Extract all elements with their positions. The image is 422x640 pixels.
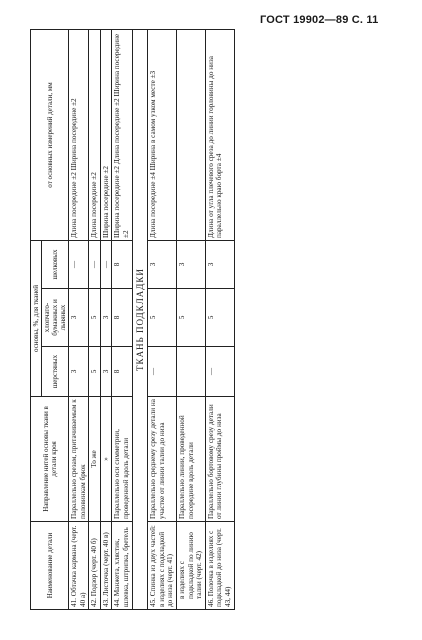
rotated-table-area bbox=[30, 30, 415, 610]
cell-wool: — bbox=[148, 347, 177, 397]
header-group: основы, %, для тканей bbox=[31, 241, 42, 397]
section-title: ТКАНЬ ПОДКЛАДКИ bbox=[132, 30, 148, 610]
cell-cotton: 5 bbox=[89, 289, 101, 347]
cell-cotton: 8 bbox=[112, 289, 132, 347]
cell-wool bbox=[176, 347, 205, 397]
cell-name: 44. Манжета, хлястик, шлевка, штрипка, бретель bbox=[112, 522, 132, 610]
cell-direction: » bbox=[100, 397, 112, 522]
cell-name: в изделиях с подкладкой по линию талии (черт. 42) bbox=[176, 522, 205, 610]
cell-wool: 3 bbox=[69, 347, 89, 397]
cell-direction: Параллельно срезам, притачиваемым к половинкам брюк bbox=[69, 397, 89, 522]
table-row bbox=[100, 30, 112, 610]
table-row bbox=[176, 30, 205, 610]
page-header: ГОСТ 19902—89 С. 11 bbox=[260, 14, 379, 26]
cell-direction: Параллельно среднему срезу детали на участке от линии талии до низа bbox=[148, 397, 177, 522]
table-row bbox=[89, 30, 101, 610]
header-wool: шерстяных bbox=[42, 347, 69, 397]
cell-direction: Параллельно линии, проведенной посередине вдоль детали bbox=[176, 397, 205, 522]
header-name: Наименование детали bbox=[31, 522, 69, 610]
cell-tolerance: Длина от угла плечевого среза до линии горловины до низа параллельно краю борта ±4 bbox=[205, 30, 234, 241]
cell-tolerance: Длина посередине ±2 Ширина посередине ±2 bbox=[69, 30, 89, 241]
cell-direction: То же bbox=[89, 397, 101, 522]
cell-name: 45. Спинка из двух частей: в изделиях с подкладкой до низа (черт. 41) bbox=[148, 522, 177, 610]
cell-tolerance: Ширина посередине ±2 Длина посередине ±2 Ширина посередине ±2 bbox=[112, 30, 132, 241]
cell-cotton: 3 bbox=[69, 289, 89, 347]
header-direction: Направление нитей основы ткани в детали кроя bbox=[31, 397, 69, 522]
header-tolerance: от основных измерений детали, мм bbox=[31, 30, 69, 241]
cell-tolerance: Длина посередине ±2 bbox=[89, 30, 101, 241]
cell-direction: Параллельно бортовому срезу детали от линии глубины проймы до низа bbox=[205, 397, 234, 522]
cell-tolerance: Длина посередине ±4 Ширина в самом узком месте ±3 bbox=[148, 30, 177, 241]
cell-wool: 8 bbox=[112, 347, 132, 397]
cell-wool: 5 bbox=[89, 347, 101, 397]
table-row bbox=[112, 30, 132, 610]
cell-silk: 3 bbox=[176, 241, 205, 289]
cell-cotton: 5 bbox=[205, 289, 234, 347]
cell-silk: 8 bbox=[112, 241, 132, 289]
cell-silk: — bbox=[89, 241, 101, 289]
cell-cotton: 3 bbox=[100, 289, 112, 347]
cell-name: 42. Подзор (черт. 40 б) bbox=[89, 522, 101, 610]
table-row bbox=[205, 30, 234, 610]
cell-tolerance bbox=[176, 30, 205, 241]
table-row bbox=[69, 30, 89, 610]
cell-wool: — bbox=[205, 347, 234, 397]
cell-silk: 3 bbox=[205, 241, 234, 289]
cell-silk: — bbox=[69, 241, 89, 289]
cell-cotton: 5 bbox=[176, 289, 205, 347]
cell-silk: — bbox=[100, 241, 112, 289]
cell-name: 43. Листочка (черт. 40 в) bbox=[100, 522, 112, 610]
cell-wool: 3 bbox=[100, 347, 112, 397]
header-cotton: хлопчато-бумажных и льняных bbox=[42, 289, 69, 347]
cell-name: 46. Полочка в изделиях с подкладкой до низа (черт. 43, 44) bbox=[205, 522, 234, 610]
header-silk: шелковых bbox=[42, 241, 69, 289]
cell-tolerance: Ширина посередине ±2 bbox=[100, 30, 112, 241]
cell-name: 41. Обтачка кармана (черт. 40 а) bbox=[69, 522, 89, 610]
tolerance-table bbox=[30, 29, 235, 610]
cell-silk: 3 bbox=[148, 241, 177, 289]
table-row bbox=[148, 30, 177, 610]
cell-direction: Параллельно оси симметрии, проведенной вдоль детали bbox=[112, 397, 132, 522]
section-row bbox=[132, 30, 148, 610]
cell-cotton: 5 bbox=[148, 289, 177, 347]
